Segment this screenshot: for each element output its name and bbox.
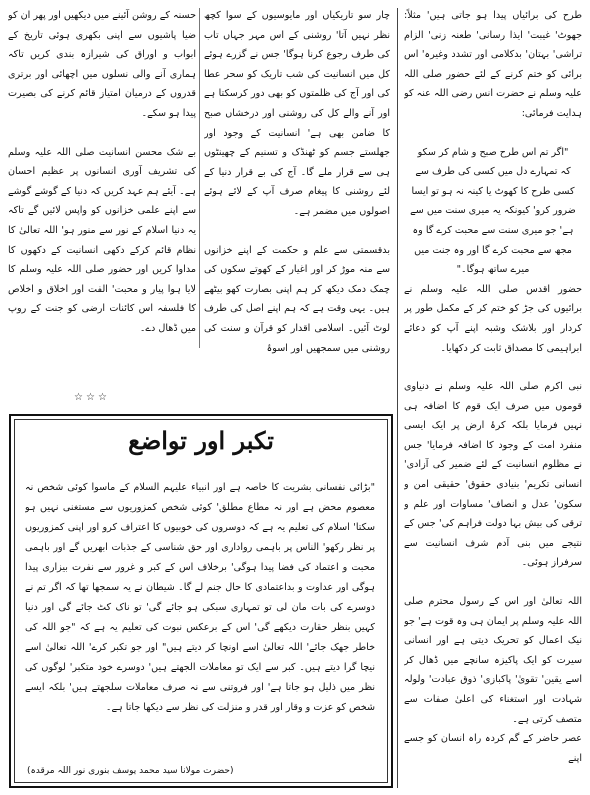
- spacer: [404, 124, 582, 143]
- paragraph: حسنہ کے روشن آئینے میں دیکھیں اور پھر ان کو ضیا پاشیوں سے اپنی بکھری ہوئی تاریخ کے ابواب و اوراق کی شیرازہ بندی کریں تاکہ ہماری آنے والی نسلوں میں اچھائی اور برتری قدروں کے درمیان امتیاز قائم کرنے کی بصیرت پیدا ہو سکے۔: [8, 10, 196, 119]
- spacer: [404, 573, 582, 592]
- poem-line: میرے ساتھ ہوگا۔": [456, 264, 530, 276]
- paragraph: اللہ تعالیٰ اور اس کے رسول محترم صلی اللہ علیہ وسلم پر ایمان ہی وہ قوت ہے' جو نیک اعمال کو تحریک دیتی ہے اور انسانی سیرت کو ایک پاکیزہ سانچے میں ڈھال کر اسے یقین' تقویٰ' پاکبازی' ذوق عبادت' ولولہ شہادت اور استغناء کی اعلیٰ صفات سے متصف کرتی ہے۔: [404, 596, 582, 725]
- box-paragraph: "بڑائی نفسانی بشریت کا خاصہ ہے اور انبیاء علیہم السلام کے ماسوا کوئی شخص نہ معصوم محض ہے اور نہ مطاع مطلق' کوئی شخص کمزوریوں سے مستغنی نہیں ہو سکتا' اسلام کی تعلیم یہ ہے کہ دوسروں کی خوبیوں کا اعتراف کرو اور اپنی کمزوریوں پر نظر رکھو' الناس پر باہمی رواداری اور حق شناسی کے جذبات ابھریں گے اور باہمی محبت و اعتماد کی فضا پیدا ہوگی' برخلاف اس کے کبر و غرور سے نفرت بیزاری پیدا ہوگی اور عداوت و بداعتمادی کا حال جنم لے گا۔ شیطان نے یہ سمجھا تھا کہ اگر تم نے دوسرے کی بات مان لی تو تمہاری سبکی ہو جائے گی' تو ناک کٹ جائے گی اور دنیا کہیں بنظر حقارت دیکھے گی' اس کے برعکس نبوت کی تعلیم یہ ہے کہ "جو اللہ کی خاطر جھک جائے' اللہ تعالیٰ اسے اونچا کر دیتے ہیں" اور جو تکبر کرے' اللہ تعالیٰ اسے نیچا گرا دیتے ہیں۔ کبر سے ایک تو معاملات الجھتے ہیں' دوسرے خود متکبر' لوگوں کی نظر میں ذلیل ہو جاتا ہے' اور فروتنی سے نہ صرف معاملات سلجھتے ہیں' بلکہ ایسے شخص کو عزت و وقار اور قدر و منزلت کی نظر سے دیکھا جاتا ہے۔: [25, 482, 375, 713]
- paragraph: بدقسمتی سے علم و حکمت کے اپنے خزانوں سے منہ موڑ کر اور اغیار کے کھوتے سکوں کی چمک دمک دیکھ کر ہم اپنی بصارت کھو بیٹھے ہیں۔ یہی وقت ہے کہ ہم اپنے اصل کی طرف لوٹ آئیں۔ اسلامی اقدار کو قرآن و سنت کی روشنی میں سمجھیں اور اسوۂ: [204, 244, 390, 354]
- column-left: [8, 6, 196, 403]
- poem-line: مجھ سے محبت کرے گا اور وہ جنت میں: [414, 244, 572, 256]
- paragraph: بے شک محسن انسانیت صلی اللہ علیہ وسلم کی تشریف آوری انسانوں پر عظیم احسان ہے۔ آیئے ہم عہد کریں کہ دنیا کے گوشے گوشے سے اپنے علمی خزانوں کو واپس لائیں گے تاکہ یہ دنیا اسلام کے نور سے منور ہو' اللہ تعالیٰ کا نظام قائم کرکے دکھی انسانیت کے دکھوں کا مداوا کریں اور حضور صلی اللہ علیہ وسلم کا لایا ہوا پیار و محبت' الفت اور اخلاق و اخلاص کا فلسفہ اس کائنات ارضی کو جنت کے روپ میں ڈھال دے۔: [8, 146, 196, 334]
- poem-line: "اگر تم اس طرح صبح و شام کر سکو: [417, 146, 569, 158]
- boxed-article: [9, 414, 393, 788]
- paragraph: چار سو تاریکیاں اور مایوسیوں کے سوا کچھ نظر نہیں آتا' روشنی کے اس مہر جہاں تاب کی طرف رجوع کرنا ہوگا' جس نے گزرے ہوئے کل میں انسانیت کی شب تاریک کو سحر عطا کی اور آج کی ظلمتوں کو بھی دور کرسکتا ہے اور آنے والے کل کی روشنی اور درخشاں صبح کا ضامن بھی ہے' انسانیت کے وجود اور جھلستے جسم کو ٹھنڈک و تسنیم کے چھینٹوں ہی سے قرار ملے گا۔ آج کی بے قرار دنیا کے لئے روشنی کا پیغام صرف آپ کے لائے ہوئے اصولوں میں مضمر ہے۔: [204, 10, 390, 217]
- column-divider: [199, 8, 200, 348]
- poem-line: کہ تمہارے دل میں کسی کی طرف سے: [415, 166, 571, 178]
- box-credit: (حضرت مولانا سید محمد یوسف بنوری نور اللہ مرقدہ): [27, 766, 234, 776]
- paragraph: نبی اکرم صلی اللہ علیہ وسلم نے دنیاوی قوموں میں صرف ایک قوم کا اضافہ ہی نہیں فرمایا بلکہ کرۂ ارض پر ایک ایسی منفرد امت کے وجود کا اضافہ فرمایا' جس نے مظلوم انسانیت کے لئے ضمیر کی آزادی' انسانی تکریم' بنیادی حقوق' حقیقی امن و سکون' عدل و انصاف' مساوات اور علم و ترقی کی بیش بہا دولت فراہم کی' جس کے نتیجے میں بنی آدم شرف انسانیت سے سرفراز ہوئی۔: [404, 381, 582, 569]
- star-separator: ☆☆☆: [74, 392, 110, 403]
- column-divider: [397, 8, 398, 788]
- column-right: [404, 6, 582, 791]
- spacer: [404, 358, 582, 377]
- poem-line: ہے' جو میری سنت سے محبت کرے گا وہ: [412, 224, 574, 236]
- spacer: [8, 124, 196, 143]
- box-body: [25, 478, 375, 740]
- poem-line: ضرور کرو' کیونکہ یہ میری سنت میں سے: [410, 205, 576, 217]
- box-title: تکبر اور تواضع: [128, 426, 274, 455]
- paragraph: حضور اقدس صلی اللہ علیہ وسلم نے برائیوں کی جڑ کو ختم کر کے مکمل طور پر کردار اور بلاشک وشبہ اپنے آپ کو دعائے ابراہیمی کا مصداق ثابت کر دکھایا۔: [404, 283, 582, 354]
- paragraph: عصر حاضر کے گم کردہ راہ انسان کو جسے اپنے: [404, 733, 582, 764]
- spacer: [204, 222, 390, 241]
- paragraph: طرح کی برائیاں پیدا ہو جاتی ہیں' مثلاً: جھوٹ' غیبت' ایذا رسانی' طعنہ زنی' الزام تراشی' بہتان' بدکلامی اور تشدد وغیرہ' اس برائی کو ختم کرنے کے لئے حضور صلی اللہ علیہ وسلم نے حضرت انس رضی اللہ عنہ کو ہدایت فرمائی:: [404, 10, 582, 119]
- column-middle: [204, 6, 390, 403]
- poem-line: کسی طرح کا کھوٹ یا کینہ نہ ہو تو ایسا: [411, 185, 575, 197]
